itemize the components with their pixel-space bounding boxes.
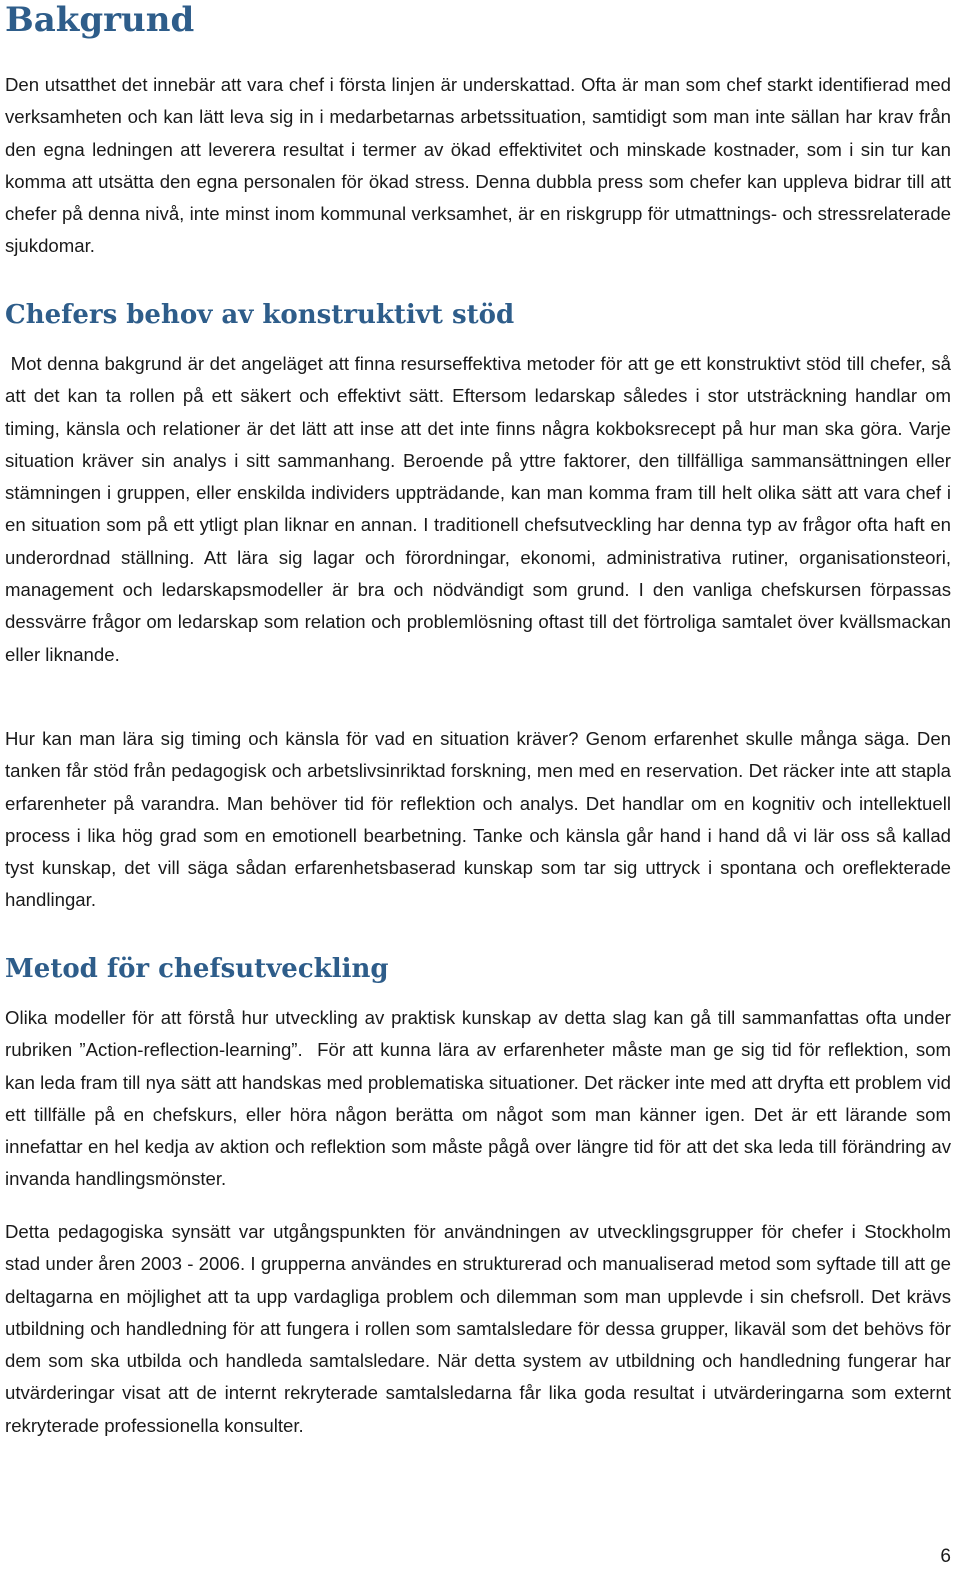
- heading-chefers-behov: Chefers behov av konstruktivt stöd: [5, 300, 515, 330]
- paragraph-bakgrund: Den utsatthet det innebär att vara chef i första linjen är underskattad. Ofta är man som chef starkt identifierad med verksamheten och kan lätt leva sig in i medarbetarnas arbetssituation, samtidigt som man inte sällan har krav från den egna ledningen att leverera resultat i termer av ökad effektivitet och minskade kostnader, som i sin tur kan komma att utsätta den egna personalen för ökad stress. Denna dubbla press som chefer kan uppleva bidrar till att chefer på denna nivå, inte minst inom kommunal verksamhet, är en riskgrupp för utmattnings- och stressrelaterade sjukdomar.: [5, 74, 951, 257]
- heading-bakgrund: Bakgrund: [5, 0, 195, 40]
- page-number: 6: [940, 1546, 951, 1567]
- paragraph-metod-2: Detta pedagogiska synsätt var utgångspunkten för användningen av utvecklingsgrupper för chefer i Stockholm stad under åren 2003 - 2006. I grupperna användes en strukturerad och manualiserad metod som syftade till att ge deltagarna en möjlighet att ta upp vardagliga problem och dilemman som man upplevde i sin chefsroll. Det krävs utbildning och handledning för att fungera i rollen som samtalsledare för dessa grupper, likaväl som det behövs för dem som ska utbilda och handleda samtalsledare. När detta system av utbildning och handledning fungerar har utvärderingar visat att de internt rekryterade samtalsledarna får lika goda resultat i utvärderingarna som externt rekryterade professionella konsulter.: [5, 1221, 951, 1436]
- heading-metod: Metod för chefsutveckling: [5, 954, 389, 984]
- paragraph-chefers-1: Mot denna bakgrund är det angeläget att finna resurseffektiva metoder för att ge ett konstruktivt stöd till chefer, så att det kan ta rollen på ett säkert och effektivt sätt. Eftersom ledarskap således i stor utsträckning handlar om timing, känsla och relationer är det lätt att inse att det inte finns några kokboksrecept på hur man ska göra. Varje situation kräver sin analys i sitt sammanhang. Beroende på yttre faktorer, den tillfälliga sammansättningen eller stämningen i gruppen, eller enskilda individers uppträdande, kan man komma fram till helt olika sätt att vara chef i en situation som på ett ytligt plan liknar en annan. I traditionell chefsutveckling har denna typ av frågor ofta haft en underordnad ställning. Att lära sig lagar och förordningar, ekonomi, administrativa rutiner, organisationsteori, management och ledarskapsmodeller är bra och nödvändigt som grund. I den vanliga chefskursen förpassas dessvärre frågor om ledarskap som relation och problemlösning oftast till det förtroliga samtalet över kvällsmackan eller liknande.: [5, 353, 957, 665]
- paragraph-chefers-2: Hur kan man lära sig timing och känsla för vad en situation kräver? Genom erfarenhet skulle många säga. Den tanken får stöd från pedagogisk och arbetslivsinriktad forskning, men med en reservation. Det räcker inte att stapla erfarenheter på varandra. Man behöver tid för reflektion och analys. Det handlar om en kognitiv och intellektuell process i lika hög grad som en emotionell bearbetning. Tanke och känsla går hand i hand då vi lär oss så kallad tyst kunskap, det vill säga sådan erfarenhetsbaserad kunskap som tar sig uttryck i spontana och oreflekterade handlingar.: [5, 728, 951, 911]
- paragraph-metod-1: Olika modeller för att förstå hur utveckling av praktisk kunskap av detta slag kan gå till sammanfattas ofta under rubriken ”Action-reflection-learning”. För att kunna lära av erfarenheter måste man ge sig tid för reflektion, som kan leda fram till nya sätt att handskas med problematiska situationer. Det räcker inte med att dryfta ett problem vid ett tillfälle på en chefskurs, eller höra någon berätta om något som man känner igen. Det är ett lärande som innefattar en hel kedja av aktion och reflektion som måste pågå over längre tid för att det ska leda till förändring av invanda handlingsmönster.: [5, 1007, 957, 1190]
